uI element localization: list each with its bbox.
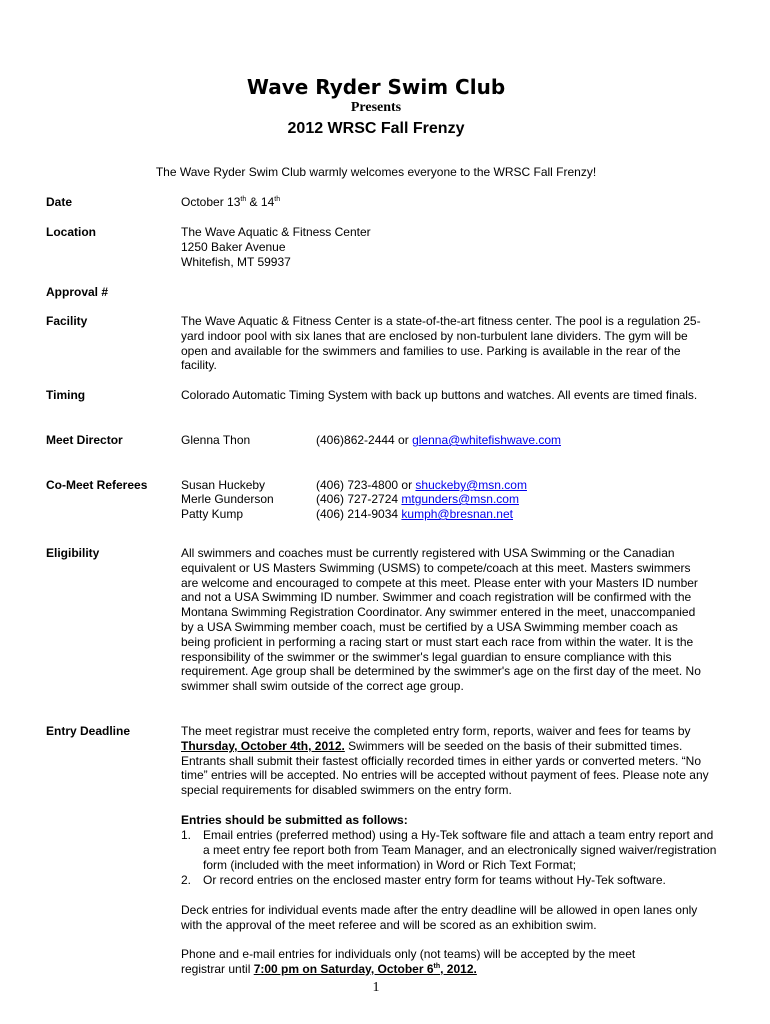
phone-deadline-sup: th bbox=[433, 962, 441, 970]
referee-name: Susan Huckeby bbox=[181, 478, 266, 492]
timing-text: Colorado Automatic Timing System with back up buttons and watches. All events are timed finals. bbox=[181, 388, 698, 402]
referee-name: Merle Gunderson bbox=[181, 492, 274, 506]
timing-label: Timing bbox=[46, 388, 86, 402]
phone-entries-text bbox=[181, 947, 681, 977]
welcome-text: The Wave Ryder Swim Club warmly welcomes everyone to the WRSC Fall Frenzy! bbox=[155, 165, 597, 179]
date-value bbox=[181, 195, 280, 210]
referee-contact bbox=[316, 492, 519, 507]
deck-entries-text: Deck entries for individual events made after the entry deadline will be allowed in open lanes only with the approval of the meet referee and will be scored as an exhibition swim. bbox=[181, 903, 698, 932]
date-sup2: th bbox=[274, 196, 281, 203]
meet-director-phone: (406)862-2444 or bbox=[316, 433, 413, 447]
entry-deadline-text-b: Swimmers will be seeded on the basis of their submitted times. Entrants shall submit their fastest officially recorded times in either yards or converted meters. “No time” entries will be accepted. No entries will be accepted without payment of fees. Please note any special requirements for disabled swimmers on the entry form. bbox=[181, 738, 709, 798]
submission-list-item bbox=[181, 873, 721, 888]
meet-director-email-link[interactable]: glenna@whitefishwave.com bbox=[412, 433, 561, 447]
phone-deadline-b: , 2012. bbox=[440, 961, 477, 976]
location-label: Location bbox=[46, 225, 96, 239]
phone-deadline bbox=[254, 962, 477, 976]
presents-line: Presents bbox=[350, 100, 402, 115]
referee-contact bbox=[316, 478, 527, 493]
location-line2: 1250 Baker Avenue bbox=[181, 240, 286, 254]
page-title: Wave Ryder Swim Club bbox=[246, 75, 506, 99]
date-label: Date bbox=[46, 195, 73, 209]
eligibility-text: All swimmers and coaches must be currently registered with USA Swimming or the Canadian equivalent or US Masters Swimming (USMS) to compete/coach at this meet. Masters swimmers are welcome and encouraged to compete at this meet. Please enter with your Masters ID number and not a USA Swimming ID number. Swimmer and coach registration will be confirmed with the Montana Swimming Registration Coordinator. Any swimmer entered in the meet, unaccompanied by a USA Swimming member coach, must be certified by a USA Swimming member coach as being proficient in performing a racing start or must start each race from within the water. It is the responsibility of the swimmer or the swimmer's legal guardian to ensure compliance with this requirement. Age group shall be determined by the swimmer's age on the first day of the meet. No swimmer shall swim outside of the correct age group. bbox=[181, 546, 701, 694]
entry-deadline-label: Entry Deadline bbox=[46, 724, 131, 738]
list-text: Or record entries on the enclosed master entry form for teams without Hy-Tek software. bbox=[203, 873, 666, 887]
page-number: 1 bbox=[372, 980, 380, 995]
date-sup1: th bbox=[240, 196, 247, 203]
facility-text: The Wave Aquatic & Fitness Center is a state-of-the-art fitness center. The pool is a regulation 25-yard indoor pool with six lanes that are enclosed by non-turbulent lane dividers. The gym will be open and available for the swimmers and families to use. Parking is available in the rear of the facility. bbox=[181, 314, 701, 373]
list-number: 2. bbox=[181, 873, 192, 887]
referee-email-link[interactable]: kumph@bresnan.net bbox=[401, 507, 513, 521]
referee-phone: (406) 723-4800 or bbox=[316, 478, 416, 492]
date-day1: October 13 bbox=[181, 195, 241, 209]
date-day2: & 14 bbox=[246, 195, 275, 209]
facility-label: Facility bbox=[46, 314, 88, 328]
entry-deadline-text-a: The meet registrar must receive the completed entry form, reports, waiver and fees for teams by bbox=[181, 724, 691, 738]
location-line3: Whitefish, MT 59937 bbox=[181, 255, 291, 269]
approval-label: Approval # bbox=[46, 285, 109, 299]
referee-contact bbox=[316, 507, 513, 522]
referees-label: Co-Meet Referees bbox=[46, 478, 148, 492]
meet-director-label: Meet Director bbox=[46, 433, 123, 447]
page-subtitle: 2012 WRSC Fall Frenzy bbox=[287, 120, 465, 137]
referee-phone: (406) 214-9034 bbox=[316, 507, 402, 521]
list-text: Email entries (preferred method) using a Hy-Tek software file and attach a team entry report and a meet entry fee report both from Team Manager, and an electronically signed waiver/registration form (included with the meet information) in Word or Rich Text Format; bbox=[203, 828, 717, 872]
eligibility-label: Eligibility bbox=[46, 546, 100, 560]
location-line1: The Wave Aquatic & Fitness Center bbox=[181, 225, 371, 239]
entry-deadline-date: Thursday, October 4th, 2012. bbox=[181, 738, 345, 753]
list-number: 1. bbox=[181, 828, 192, 842]
submission-list-item bbox=[181, 828, 721, 873]
meet-director-contact bbox=[316, 433, 561, 448]
referee-email-link[interactable]: shuckeby@msn.com bbox=[415, 478, 527, 492]
referee-email-link[interactable]: mtgunders@msn.com bbox=[401, 492, 519, 506]
referee-phone: (406) 727-2724 bbox=[316, 492, 402, 506]
entry-deadline-text bbox=[181, 724, 711, 798]
phone-deadline-a: 7:00 pm on Saturday, October 6 bbox=[253, 961, 434, 976]
meet-director-name: Glenna Thon bbox=[181, 433, 251, 447]
phone-entries-text-a: Phone and e-mail entries for individuals only (not teams) will be accepted by the meet registrar until bbox=[181, 947, 636, 976]
referee-name: Patty Kump bbox=[181, 507, 244, 521]
submission-heading: Entries should be submitted as follows: bbox=[181, 813, 408, 827]
